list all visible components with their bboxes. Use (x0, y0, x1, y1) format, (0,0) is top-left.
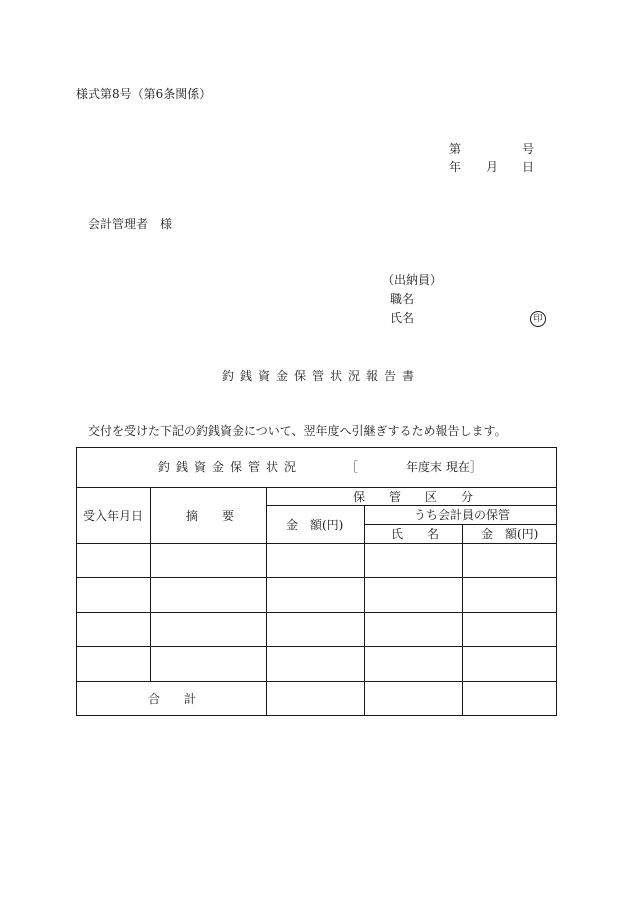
table-grid-lines (76, 447, 557, 716)
sender-name-label: 氏名 (390, 311, 415, 325)
date-day-label: 日 (522, 160, 535, 174)
storage-report-table (76, 447, 557, 716)
header-accountant-amount: 金 額(円) (481, 527, 539, 541)
addressee: 会計管理者 様 (88, 217, 173, 231)
date-year-label: 年 (449, 160, 462, 174)
document-title: 釣銭資金保管状況報告書 (222, 369, 421, 383)
sender-role: （出納員） (382, 273, 443, 287)
form-number: 様式第8号（第6条関係） (76, 87, 212, 101)
table-caption-fiscal-year: ［ 年度末 現在］ (346, 460, 482, 474)
date-month-label: 月 (486, 160, 499, 174)
header-name: 氏 名 (391, 527, 440, 541)
header-date-received: 受入年月日 (83, 509, 144, 523)
intro-text: 交付を受けた下記の釣銭資金について、翌年度へ引継ぎするため報告します。 (88, 424, 507, 438)
header-accountant-storage: うち会計員の保管 (414, 508, 511, 522)
sender-position-label: 職名 (390, 292, 415, 306)
document-number-suffix: 号 (522, 142, 535, 156)
header-storage-category: 保 管 区 分 (353, 490, 474, 504)
document-number-prefix: 第 (449, 142, 462, 156)
total-label: 合 計 (148, 692, 197, 706)
header-summary: 摘 要 (186, 509, 235, 523)
header-amount: 金 額(円) (286, 518, 344, 532)
table-caption: 釣銭資金保管状況 (158, 460, 303, 474)
seal-mark: 印 (530, 311, 546, 327)
